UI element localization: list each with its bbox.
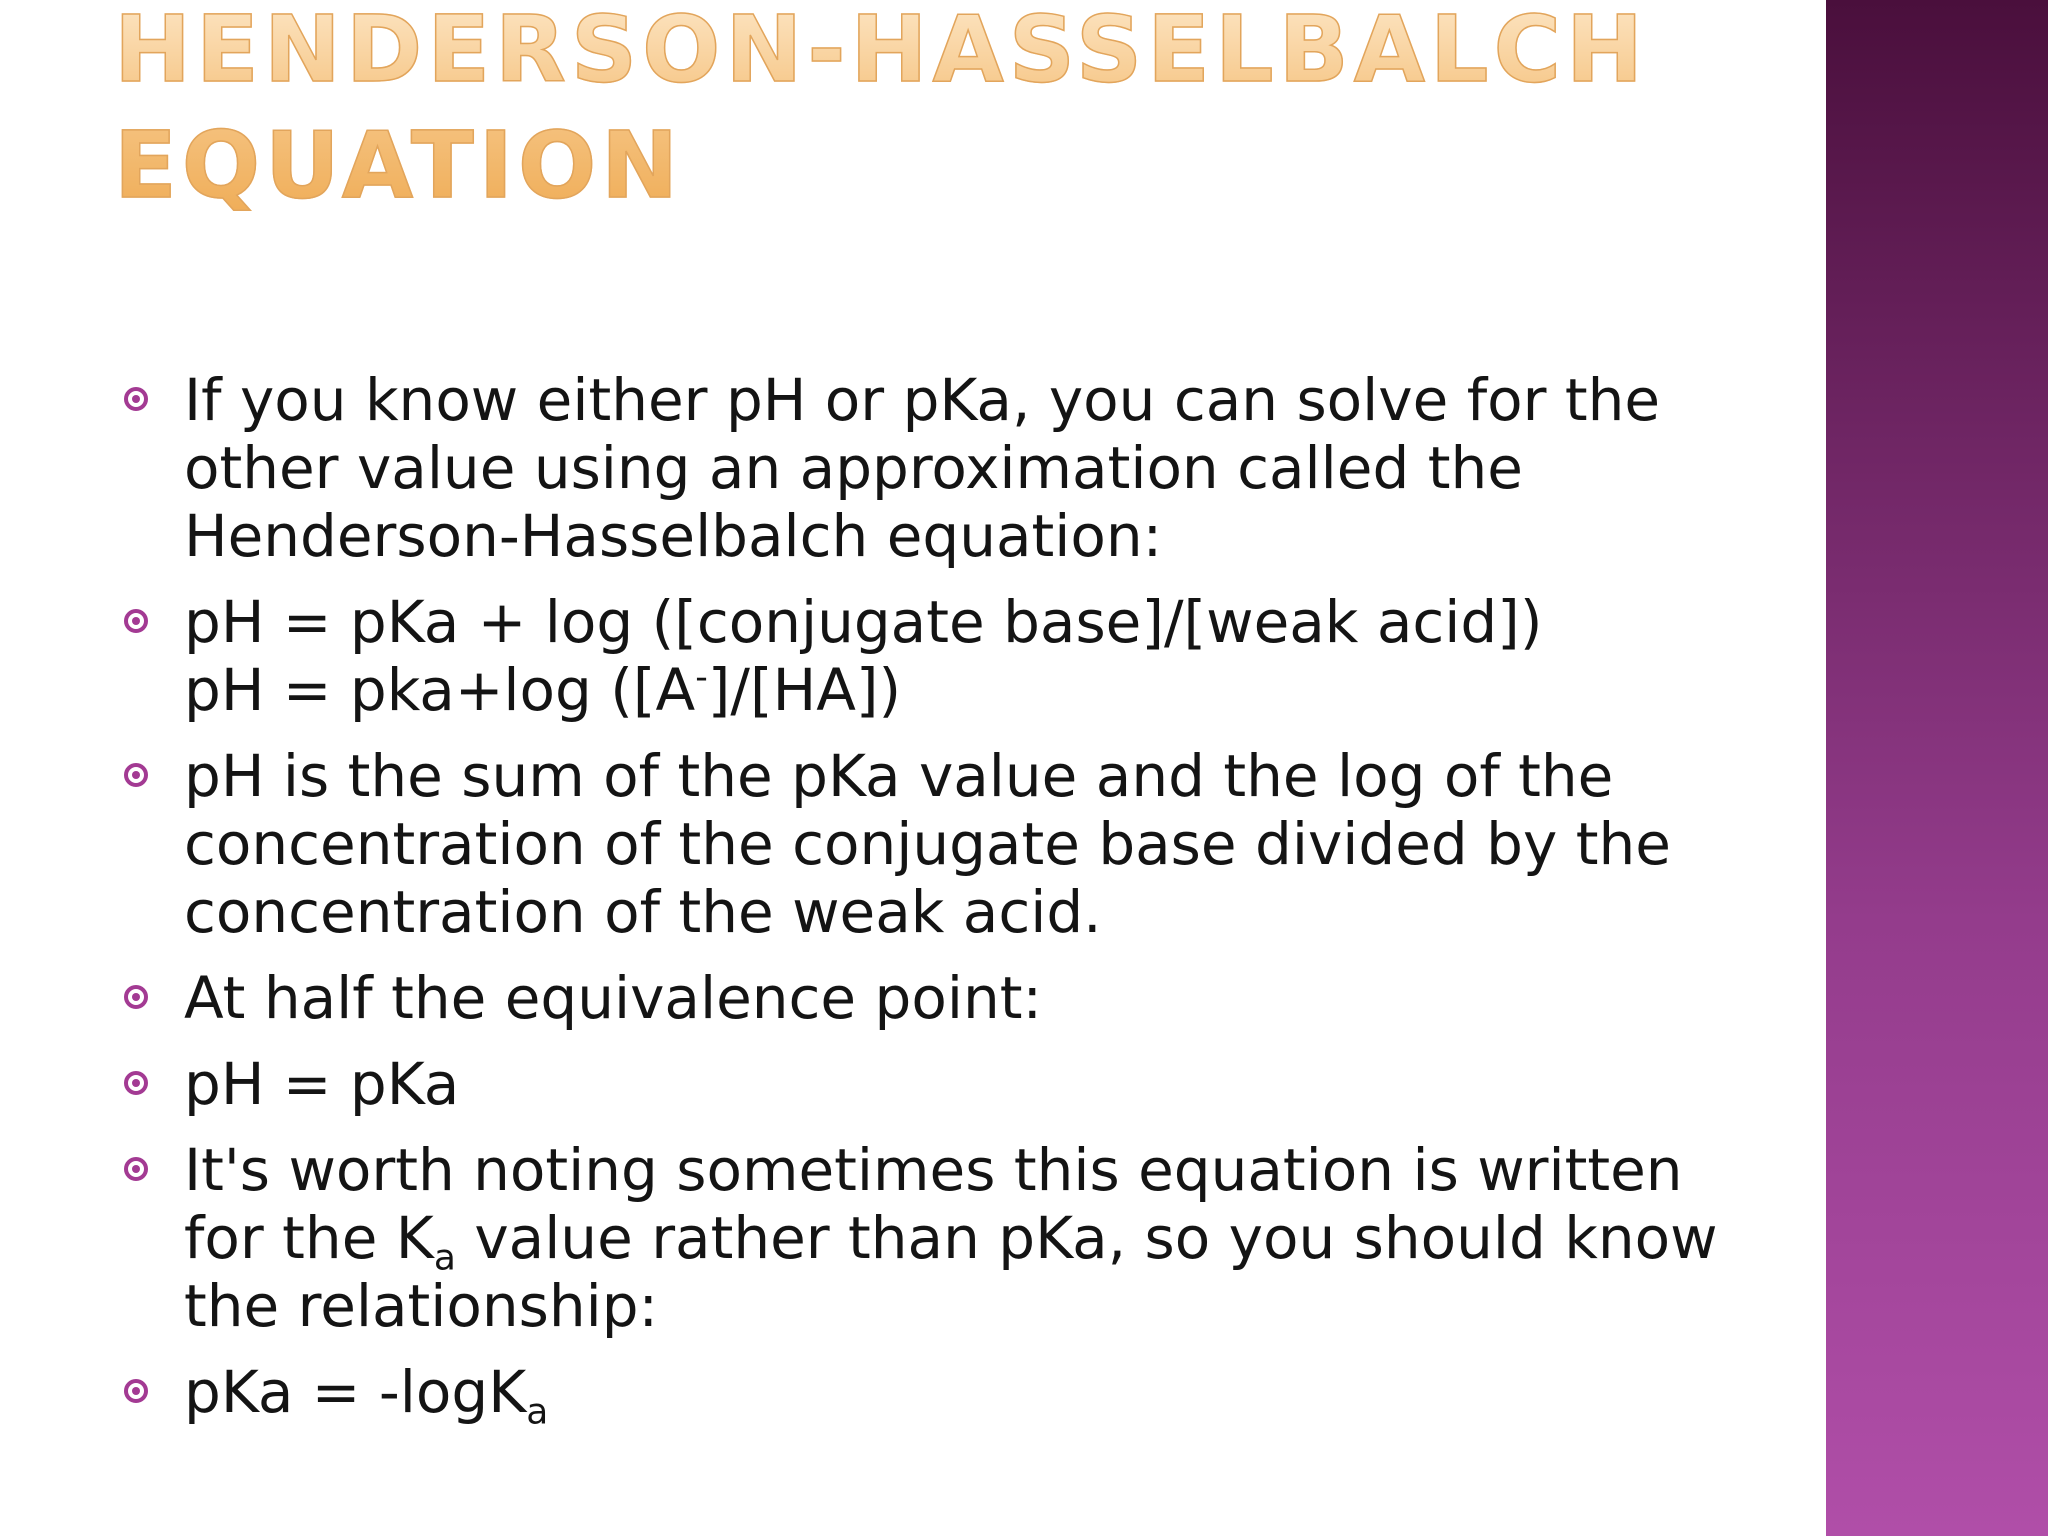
bullet-item-7	[124, 1358, 1684, 1433]
circle-dot-icon	[124, 1379, 148, 1403]
circle-dot-icon	[124, 609, 148, 633]
circle-dot-icon	[124, 1157, 148, 1181]
subscript: a	[433, 1237, 456, 1279]
bullet-item-4	[124, 964, 1684, 1032]
bullet-text-line: concentration of the weak acid.	[184, 878, 1102, 946]
bullet-item-3	[124, 742, 1684, 946]
bullet-item-5	[124, 1050, 1684, 1118]
circle-dot-icon	[124, 985, 148, 1009]
circle-dot-icon	[124, 1071, 148, 1095]
equation-line-1: pH = pKa + log ([conjugate base]/[weak acid])	[184, 588, 1543, 656]
slide-title	[114, 0, 1648, 224]
bullet-text-line: It's worth noting sometimes this equation is written	[184, 1136, 1683, 1204]
bullet-text-line: If you know either pH or pKa, you can solve for the	[184, 366, 1661, 434]
bullet-item-1	[124, 366, 1684, 570]
bullet-text-line: pH = pKa	[184, 1050, 460, 1118]
superscript: -	[695, 657, 708, 698]
bullet-text-line: At half the equivalence point:	[184, 964, 1042, 1032]
bullet-text-line: other value using an approximation called the	[184, 434, 1523, 502]
bullet-list	[124, 366, 1718, 1444]
bullet-text-line: pH is the sum of the pKa value and the log of the	[184, 742, 1614, 810]
equation-text: pKa = -logK	[184, 1358, 527, 1426]
bullet-item-2	[124, 588, 1684, 724]
equation-text: pH = pka+log ([A	[184, 656, 696, 724]
bullet-text: value rather than pKa, so you should know	[455, 1204, 1718, 1272]
decorative-side-band	[1826, 0, 2048, 1536]
equation-line	[184, 1358, 1684, 1433]
bullet-text-line	[184, 1204, 1718, 1279]
subscript: a	[526, 1391, 549, 1433]
bullet-text: for the K	[184, 1204, 434, 1272]
bullet-text-line: the relationship:	[184, 1272, 659, 1340]
bullet-text-line: concentration of the conjugate base divided by the	[184, 810, 1671, 878]
equation-line-2	[184, 656, 1684, 724]
bullet-text-line: Henderson-Hasselbalch equation:	[184, 502, 1163, 570]
circle-dot-icon	[124, 763, 148, 787]
equation-text: ]/[HA])	[707, 656, 902, 724]
circle-dot-icon	[124, 387, 148, 411]
title-line-2: EQUATION	[114, 112, 684, 219]
bullet-item-6	[124, 1136, 1718, 1340]
title-line-1: HENDERSON-HASSELBALCH	[114, 0, 1649, 103]
